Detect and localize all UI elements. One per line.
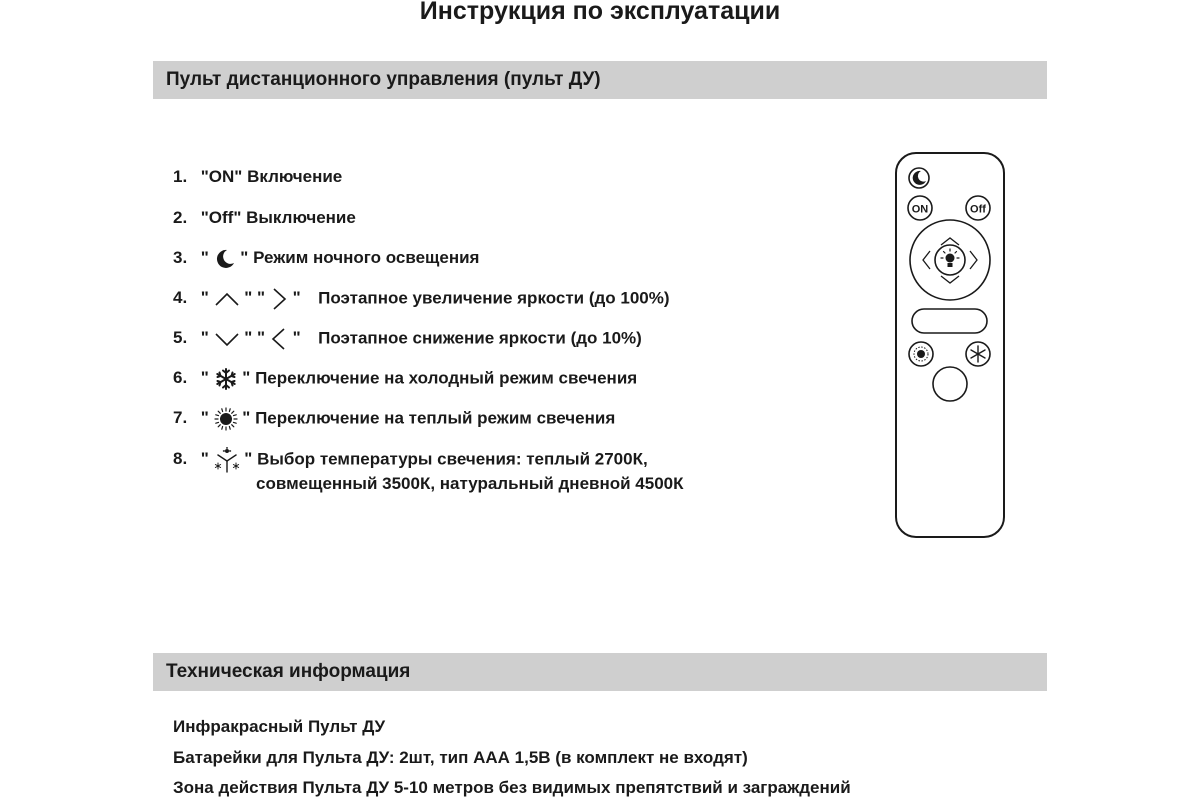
instruction-number: 5. xyxy=(173,328,188,348)
instruction-number: 1. xyxy=(173,167,188,186)
instruction-number: 4. xyxy=(173,288,188,308)
instruction-text: Поэтапное увеличение яркости (до 100%) xyxy=(318,288,670,308)
instruction-brightness-down: 5. " " " " Поэтапное снижение яркости (до 10%) xyxy=(173,327,642,351)
instruction-number: 8. xyxy=(173,449,188,469)
chevron-left-icon xyxy=(270,327,288,351)
temperature-select-icon xyxy=(214,447,240,473)
chevron-up-icon xyxy=(214,290,240,308)
instruction-number: 3. xyxy=(173,248,188,267)
tech-info-line-batteries: Батарейки для Пульта ДУ: 2шт, тип ААА 1,5В (в комплект не входят) xyxy=(173,748,748,767)
instruction-temperature: 8. " " Выбор температуры свечения: теплый 2700К, совмещенный 3500К, натуральный дневной 4500К xyxy=(173,447,684,495)
instruction-warm: 7. " " Переключение на теплый режим свечения xyxy=(173,407,615,431)
instruction-text: Переключение на холодный режим свечения xyxy=(255,368,638,388)
instruction-text: Поэтапное снижение яркости (до 10%) xyxy=(318,328,642,348)
instruction-text: Выбор температуры свечения: теплый 2700К, xyxy=(257,449,648,469)
chevron-right-icon xyxy=(270,287,288,311)
instruction-brightness-up: 4. " " " " Поэтапное увеличение яркости (до 100%) xyxy=(173,287,670,311)
remote-control-illustration xyxy=(895,152,1007,545)
sun-icon xyxy=(214,407,238,431)
remote-on-label: ON xyxy=(911,203,929,216)
remote-control-svg xyxy=(895,152,1007,540)
instruction-label-on: ON xyxy=(208,167,235,186)
tech-info-line-ir: Инфракрасный Пульт ДУ xyxy=(173,717,386,736)
instruction-cold: 6. " " Переключение на холодный режим свечения xyxy=(173,367,637,391)
moon-icon xyxy=(214,248,236,270)
remote-off-label: Off xyxy=(970,203,986,216)
instruction-number: 6. xyxy=(173,368,188,388)
tech-info-line-range: Зона действия Пульта ДУ 5-10 метров без видимых препятствий и заграждений xyxy=(173,778,851,797)
instruction-text: Выключение xyxy=(246,208,356,227)
section-header-tech: Техническая информация xyxy=(153,653,1047,691)
instruction-on: 1. "ON" Включение xyxy=(173,167,343,186)
instruction-text-continued: совмещенный 3500К, натуральный дневной 4500К xyxy=(256,474,684,493)
instruction-label-off: Off xyxy=(208,208,234,227)
chevron-down-icon xyxy=(214,330,240,348)
instruction-number: 2. xyxy=(173,208,188,227)
page-title: Инструкция по эксплуатации xyxy=(419,0,781,25)
instruction-text: Переключение на теплый режим свечения xyxy=(255,408,616,428)
instruction-number: 7. xyxy=(173,408,188,428)
section-header-remote: Пульт дистанционного управления (пульт ДУ) xyxy=(153,61,1047,99)
instruction-text: Включение xyxy=(247,167,343,186)
instruction-text: Режим ночного освещения xyxy=(253,248,480,267)
instruction-night: 3. " " Режим ночного освещения xyxy=(173,247,479,270)
snowflake-icon xyxy=(214,367,238,391)
instruction-off: 2. "Off" Выключение xyxy=(173,208,356,227)
